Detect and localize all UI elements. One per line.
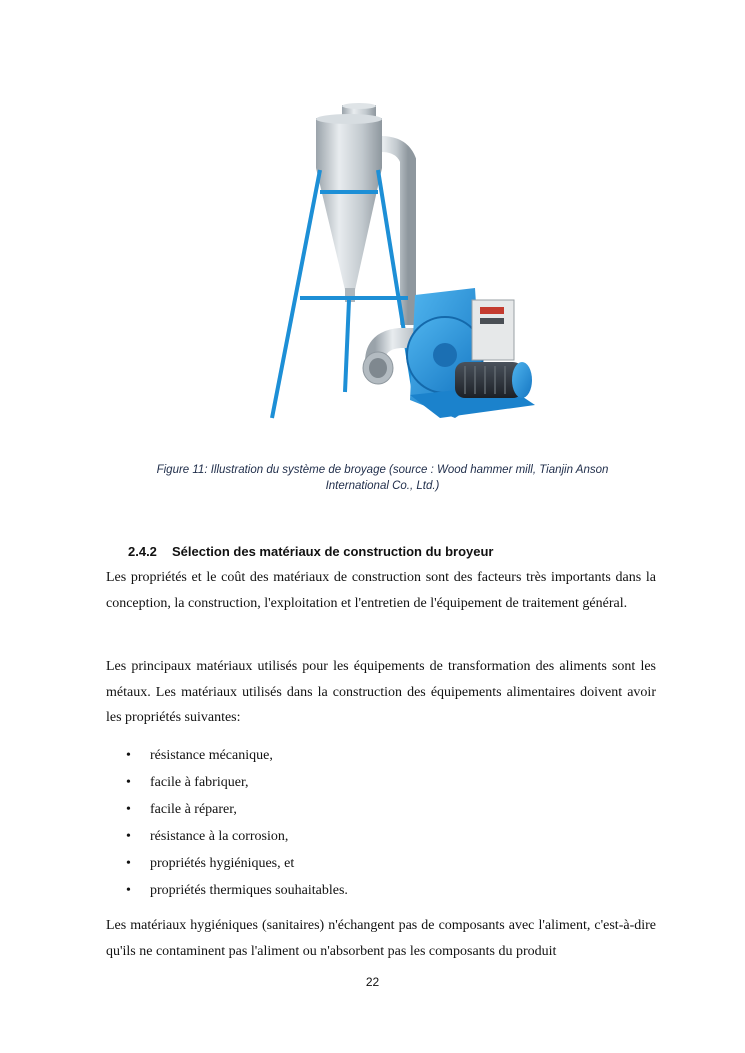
page-number: 22 <box>365 975 380 989</box>
list-item-text: facile à fabriquer, <box>150 775 249 790</box>
list-item-text: facile à réparer, <box>150 802 237 817</box>
list-item <box>106 850 646 877</box>
hammer-mill-illustration <box>250 100 540 435</box>
section-number: 2.4.2 <box>128 544 157 559</box>
list-item-text: résistance mécanique, <box>150 748 273 763</box>
section-heading <box>128 544 668 559</box>
list-item <box>106 742 646 769</box>
figure-caption <box>110 462 655 494</box>
bullet-icon: • <box>126 883 131 898</box>
properties-list <box>106 742 646 904</box>
list-item-text: propriétés hygiéniques, et <box>150 856 295 871</box>
paragraph-hygienic-materials: Les matériaux hygiéniques (sanitaires) n'échangent pas de composants avec l'aliment, c'est-à-dire qu'ils ne contaminent pas l'aliment ou n'absorbent pas les composants du produit <box>106 918 656 959</box>
list-item-text: résistance à la corrosion, <box>150 829 289 844</box>
list-item <box>106 877 646 904</box>
section-title: Sélection des matériaux de construction du broyeur <box>172 544 494 559</box>
list-item <box>106 796 646 823</box>
figure-caption-line-1: Figure 11: Illustration du système de broyage (source : Wood hammer mill, Tianjin Anson <box>156 464 609 476</box>
bullet-icon: • <box>126 748 131 763</box>
figure-caption-line-2: International Co., Ltd.) <box>325 480 440 492</box>
list-item <box>106 769 646 796</box>
bullet-icon: • <box>126 829 131 844</box>
bullet-icon: • <box>126 856 131 871</box>
paragraph-metals: Les principaux matériaux utilisés pour les équipements de transformation des aliments sont les métaux. Les matériaux utilisés dans la construction des équipements alimentaires doivent avoir les propriétés suivantes: <box>106 659 656 726</box>
bullet-icon: • <box>126 802 131 817</box>
bullet-icon: • <box>126 775 131 790</box>
list-item <box>106 823 646 850</box>
list-item-text: propriétés thermiques souhaitables. <box>150 883 348 898</box>
paragraph-materials-cost: Les propriétés et le coût des matériaux de construction sont des facteurs très importants dans la conception, la construction, l'exploitation et l'entretien de l'équipement de traitement général. <box>106 570 656 611</box>
